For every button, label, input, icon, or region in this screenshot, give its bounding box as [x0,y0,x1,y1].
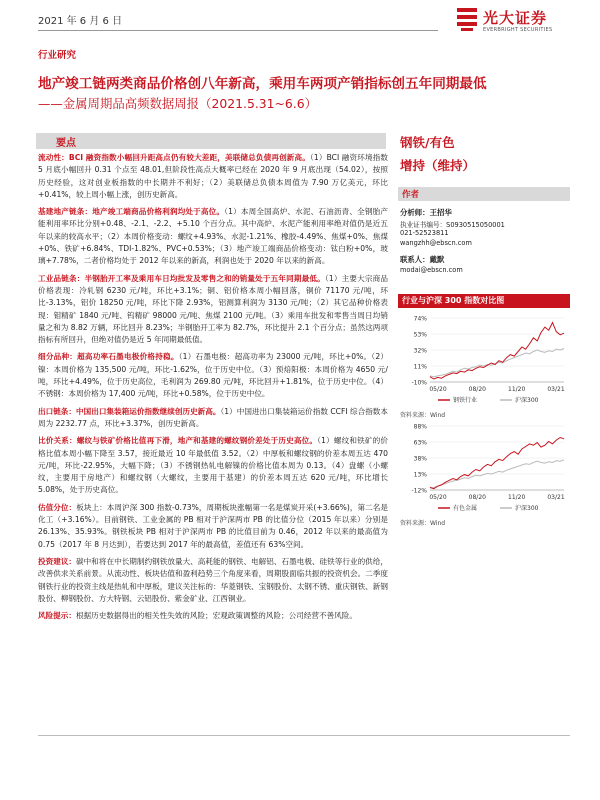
author-header [398,187,570,201]
paragraph-text: （1）螺纹和铁矿的价格比值本周小幅下降至 3.57，接近最近 10 年最低值 3.52。（2）中厚板和螺纹钢的价差本周五达 470 元/吨，环比-22.95%，大幅下降；（3）不锈钢热轧电解镍的价格比值本周为 0.13。（4）盘螺（小螺纹，主要用于房地产）和螺纹钢（大螺纹，主要用于基建）的价差本周五达 620 元/吨，环比增长 5.08%，处于历史高位。 [38,436,388,495]
analyst-email[interactable]: wangzhh@ebscn.com [400,239,472,247]
summary-header [36,133,386,149]
legend-label: 沪深300 [515,397,539,404]
contact-name: 联系人：戴默 [400,255,445,264]
chart-title-bar [398,294,570,308]
logo-text-en: EVERBRIGHT SECURITIES [483,27,553,33]
logo-icon [455,6,479,32]
x-tick-label: 08/20 [468,494,486,501]
x-tick-label: 03/21 [547,494,565,501]
paragraph-heading: 出口链条：中国出口集装箱运价指数继续创历史新高。 [38,406,221,416]
y-tick-label: 38% [413,455,427,463]
x-tick-label: 03/21 [547,386,565,393]
y-tick-label: 32% [413,347,427,355]
license-number: 执业证书编号：S0930515050001 [400,221,505,229]
chart-title: 行业与沪深 300 指数对比图 [402,296,505,305]
industry-name: 钢铁/有色 [400,135,455,150]
paragraph-text: （1）本周全国高炉、水泥、石油沥青、全钢胎产能利用率环比分别+0.48、-2.1、-2.2、+5.10 个百分点。其中高炉、水泥产能利用率绝对值仍是近五年以来的较高水平；（2）本周价格变动：螺纹+4.93%、水泥-1.21%、橡胶-4.49%、焦煤+0%、焦煤+0%、铁矿+6.84%、TDI-1.82%、PVC+0.53%；（3）地产竣工端商品价格变动：钛白粉+0%，玻璃+7.78%，二者价格均处于 2012 年以来的新高，利润也处于 2020 年以来的新高。 [38,207,389,266]
paragraph-industrial [38,273,388,347]
report-subtitle: ——金属周期品高频数据周报（2021.5.31~6.6） [38,96,318,111]
contact-email[interactable]: modai@ebscn.com [400,266,463,274]
analyst-name: 分析师：王招华 [400,208,452,217]
x-tick-label: 05/20 [429,494,447,501]
steel-vs-hs300-chart [398,312,570,412]
legend-label: 钢铁行业 [453,397,478,404]
paragraph-liquidity [38,152,388,201]
y-tick-label: -12% [411,487,427,495]
x-tick-label: 08/20 [468,386,486,393]
paragraph-heading: 工业品链条：半钢胎开工率及乘用车日均批发及零售之和的销量处于五年同期最低。 [38,273,325,283]
paragraph-ratio [38,435,388,496]
y-tick-label: 11% [413,363,427,371]
x-tick-label: 05/20 [429,386,447,393]
paragraph-export [38,406,388,431]
chart-source: 资料来源：Wind [400,520,446,527]
legend-label: 有色金属 [453,505,478,512]
y-tick-label: -10% [411,379,427,387]
paragraph-text: （1）主要大宗商品价格表现：冷轧钢 6230 元/吨，环比+3.1%；铜、铝价格本周小幅回落，铜价 71170 元/吨，环比-3.13%，铝价 18250 元/吨，环比下降 2.93%，铝测算利润为 3130 元/吨；（2）其它品种价格表现：钼精矿 1840 元/吨、钨精矿 98000 元/吨、焦煤 2100 元/吨。（3）乘用车批发和零售当周日均销量之和为 8.82 万辆，环比回升 8.23%；半钢胎开工率为 82.7%，环比提升 2.1 个百分点；虽然这两项指标有所回升，但绝对值仍是近 5 年同期最低值。 [38,273,389,345]
summary-body [38,152,388,627]
paragraph-heading: 风险提示： [38,611,76,621]
section-label: 行业研究 [38,50,77,61]
paragraph-heading: 细分品种：超高功率石墨电极价格持稳。 [38,352,179,362]
paragraph-text: 根据历史数据得出的相关性失效的风险；宏观政策调整的风险；公司经营不善风险。 [75,611,357,621]
paragraph-text: 板块上：本周沪深 300 指数-0.73%，周期板块涨幅第一名是煤炭开采(+3.66%)，第二名是化工（+3.16%）。目前钢铁、工业金属的 PB 相对于沪深两市 PB 的比值分位（2015 年以来）分别是 26.13%、35.93%。钢铁板块 PB 相对于沪深两市 PB 的比值目前为 0.46，2012 年以来的最高值为 0.75（2017 年 8 月达到），若要达到 2017 年的最高值，差值还有 63%空间。 [38,502,389,549]
y-tick-label: 74% [413,315,427,323]
paragraph-subsector [38,351,388,400]
paragraph-investment [38,556,388,605]
x-tick-label: 11/20 [508,386,526,393]
summary-label: 要点 [56,138,76,149]
header-divider [38,30,438,31]
rating: 增持（维持） [400,158,476,173]
y-tick-label: 13% [413,471,427,479]
paragraph-text: 碳中和将在中长期制约钢铁放量大、高耗能的钢铁、电解铝、石墨电极、硅铁等行业的供给，改善供求关系前景。从流动性、板块估值和盈利趋势三个角度来看，周期股面临共振的投资机会。二季度钢铁行业的投资主线是热轧和中厚板，建议关注标的：华菱钢铁、宝钢股份、太钢不锈、重庆钢铁、新钢股份、柳钢股份、方大特钢、云铝股份、紫金矿业、江西铜业。 [38,556,388,603]
paragraph-risk [38,610,388,622]
phone-number: 021-52523811 [400,229,449,237]
series-line [430,323,564,379]
footer-divider [38,735,570,736]
broker-logo [455,6,570,36]
paragraph-heading: 比价关系：螺纹与铁矿价格比值再下滑，地产和基建的螺纹钢价差处于历史高位。 [38,436,318,446]
paragraph-infra [38,206,388,267]
paragraph-text: （1）BCI 融资环境指数 5 月底小幅回升 0.31 个点至 48.01,但阶段性高点大概率已经在 2020 年 9 月底出现（54.02），按照历史经验，这对创业板指数的中长期并不利好；（2）美联储总负债本周值为 7.90 万亿美元，环比+0.41%，较上周小幅上涨，创历史新高。 [38,153,389,199]
y-tick-label: 88% [413,423,427,431]
y-tick-label: 53% [413,331,427,339]
paragraph-heading: 投资建议： [38,556,77,566]
chart-source: 资料来源：Wind [400,412,446,419]
report-title: 地产竣工链两类商品价格创八年新高，乘用车两项产销指标创五年同期最低 [38,76,487,92]
author-label: 作者 [402,190,420,200]
paragraph-valuation [38,502,388,551]
logo-text-cn: 光大证券 [483,9,548,27]
x-tick-label: 11/20 [508,494,526,501]
paragraph-heading: 基建地产链条：地产竣工端商品价格利润均处于高位。 [38,207,225,217]
y-tick-label: 63% [413,439,427,447]
legend-label: 沪深300 [515,505,539,512]
paragraph-heading: 流动性：BCI 融资指数小幅回升距高点仍有较大差距，美联储总负债再创新高。 [38,153,310,162]
paragraph-text: （1）中国进出口集装箱运价指数 CCFI 综合指数本周为 2232.77 点，环比+3.37%，创历史新高。 [38,406,389,428]
nonferrous-vs-hs300-chart [398,420,570,520]
paragraph-heading: 估值分位： [38,502,77,512]
report-date: 2021 年 6 月 6 日 [38,16,123,27]
paragraph-text: （1）石墨电极：超高功率为 23000 元/吨，环比+0%。（2）镍：本周价格为 135,500 元/吨，环比-1.62%，位于历史中位。（3）预焙阳极：本周价格为 4650 元/吨，环比+4.49%，位于历史高位，毛利润为 269.80 元/吨，环比回升+1.81%，位于历史中位。（4）不锈钢：本周价格为 17,400 元/吨，环比+0.58%，位于历史中位。 [38,352,389,399]
